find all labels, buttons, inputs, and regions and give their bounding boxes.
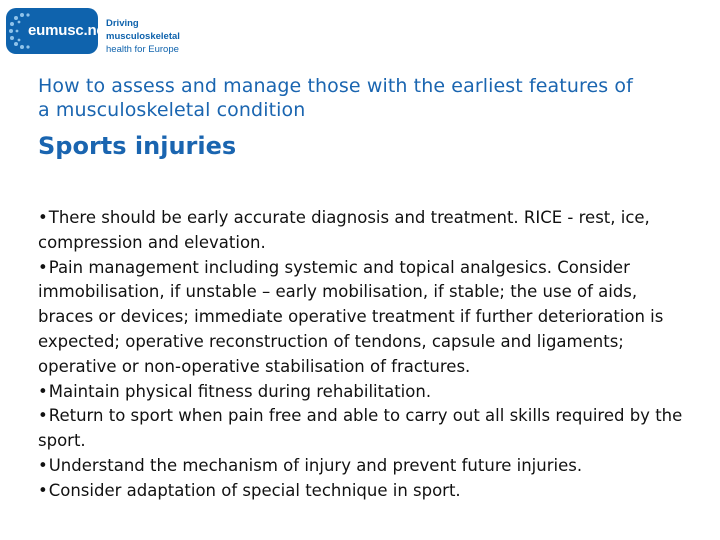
eumusc-logo [6,8,202,54]
bullet-icon: • [38,480,48,500]
bullet-text: Consider adaptation of special technique in sport. [48,480,461,500]
bullet-icon: • [38,406,48,426]
slide-title: Sports injuries [38,132,237,160]
bullet-text: Pain management including systemic and topical analgesics. Consider immobilisation, if unstable – early mobilisation, if stable; the use of aids, braces or devices; immediate operative treatment if further deterioration is expected; operative reconstruction of tendons, capsule and ligaments; operative or non-operative stabilisation of fractures. [38,257,664,376]
bullet-item [38,256,686,380]
bullet-text: Maintain physical fitness during rehabilitation. [48,381,432,401]
bullet-item [38,404,686,454]
bullet-icon: • [38,455,48,475]
logo-tagline-line2: health for Europe [106,44,179,55]
logo-tagline-line1: Driving musculoskeletal [106,18,180,42]
logo-badge [6,8,110,54]
bullet-item [38,206,686,256]
bullet-icon: • [38,208,48,227]
bullet-text: There should be early accurate diagnosis and treatment. RICE - rest, ice, compression and elevation. [38,208,650,252]
bullet-icon: • [38,257,48,277]
bullet-item [38,380,686,405]
logo-wordmark: eumusc.net [28,22,110,39]
bullet-list [38,206,686,504]
logo-tagline [106,17,206,56]
bullet-text: Return to sport when pain free and able to carry out all skills required by the sport. [38,406,683,451]
bullet-icon: • [38,381,48,401]
slide-subtitle: How to assess and manage those with the earliest features of a musculoskeletal condition [38,75,633,121]
bullet-item [38,479,686,504]
bullet-item [38,454,686,479]
bullet-text: Understand the mechanism of injury and prevent future injuries. [48,455,583,475]
